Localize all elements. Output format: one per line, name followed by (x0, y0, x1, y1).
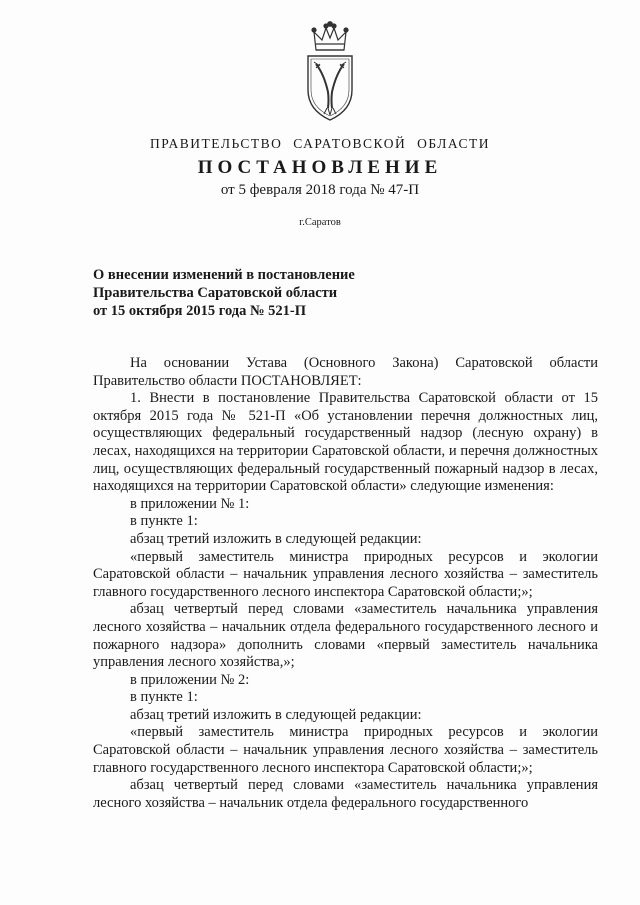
body-paragraph: в пункте 1: (130, 689, 198, 706)
body-paragraph: абзац четвертый перед словами «заместитель начальника управления лесного хозяйства – начальник отдела федерального государственного (93, 777, 598, 811)
document-subject (93, 266, 513, 320)
body-paragraph: абзац четвертый перед словами «заместитель начальника управления лесного хозяйства – начальник отдела федерального государственного лесного и пожарного надзора» дополнить словами «первый заместитель начальника управления лесного хозяйства,»; (93, 601, 598, 671)
body-paragraph: 1. Внести в постановление Правительства Саратовской области от 15 октября 2015 года № 521-П «Об установлении перечня должностных лиц, осуществляющих федеральный государственный надзор (лесную охрану) в лесах, находящихся на территории Саратовской области, и перечня должностных лиц, осуществляющих федеральный государственный пожарный надзор в лесах, находящихся на территории Саратовской области» следующие изменения: (93, 390, 598, 495)
government-name: ПРАВИТЕЛЬСТВО САРАТОВСКОЙ ОБЛАСТИ (150, 136, 490, 151)
body-paragraph: в пункте 1: (130, 513, 198, 530)
document-type-title: ПОСТАНОВЛЕНИЕ (197, 157, 443, 178)
city-name: г.Саратов (299, 217, 341, 228)
body-paragraph: в приложении № 2: (130, 671, 250, 688)
subject-line: от 15 октября 2015 года № 521-П (93, 303, 307, 319)
body-paragraph: «первый заместитель министра природных ресурсов и экологии Саратовской области – начальник управления лесного хозяйства – заместитель главного государственного лесного инспектора Саратовской области;»; (93, 724, 598, 776)
body-paragraph: абзац третий изложить в следующей редакции: (130, 706, 422, 723)
body-paragraph: На основании Устава (Основного Закона) Саратовской области Правительство области ПОСТАНОВЛЯЕТ: (93, 355, 598, 389)
body-paragraph: в приложении № 1: (130, 495, 250, 512)
document-body (93, 355, 598, 812)
date-and-number: от 5 февраля 2018 года № 47-П (220, 182, 420, 198)
subject-line: О внесении изменений в постановление (93, 267, 355, 283)
body-paragraph: абзац третий изложить в следующей редакции: (130, 530, 422, 547)
subject-line: Правительства Саратовской области (93, 285, 338, 301)
body-paragraph: «первый заместитель министра природных ресурсов и экологии Саратовской области – начальник управления лесного хозяйства – заместитель главного государственного лесного инспектора Саратовской области;»; (93, 548, 598, 600)
coat-of-arms-icon (298, 20, 362, 125)
